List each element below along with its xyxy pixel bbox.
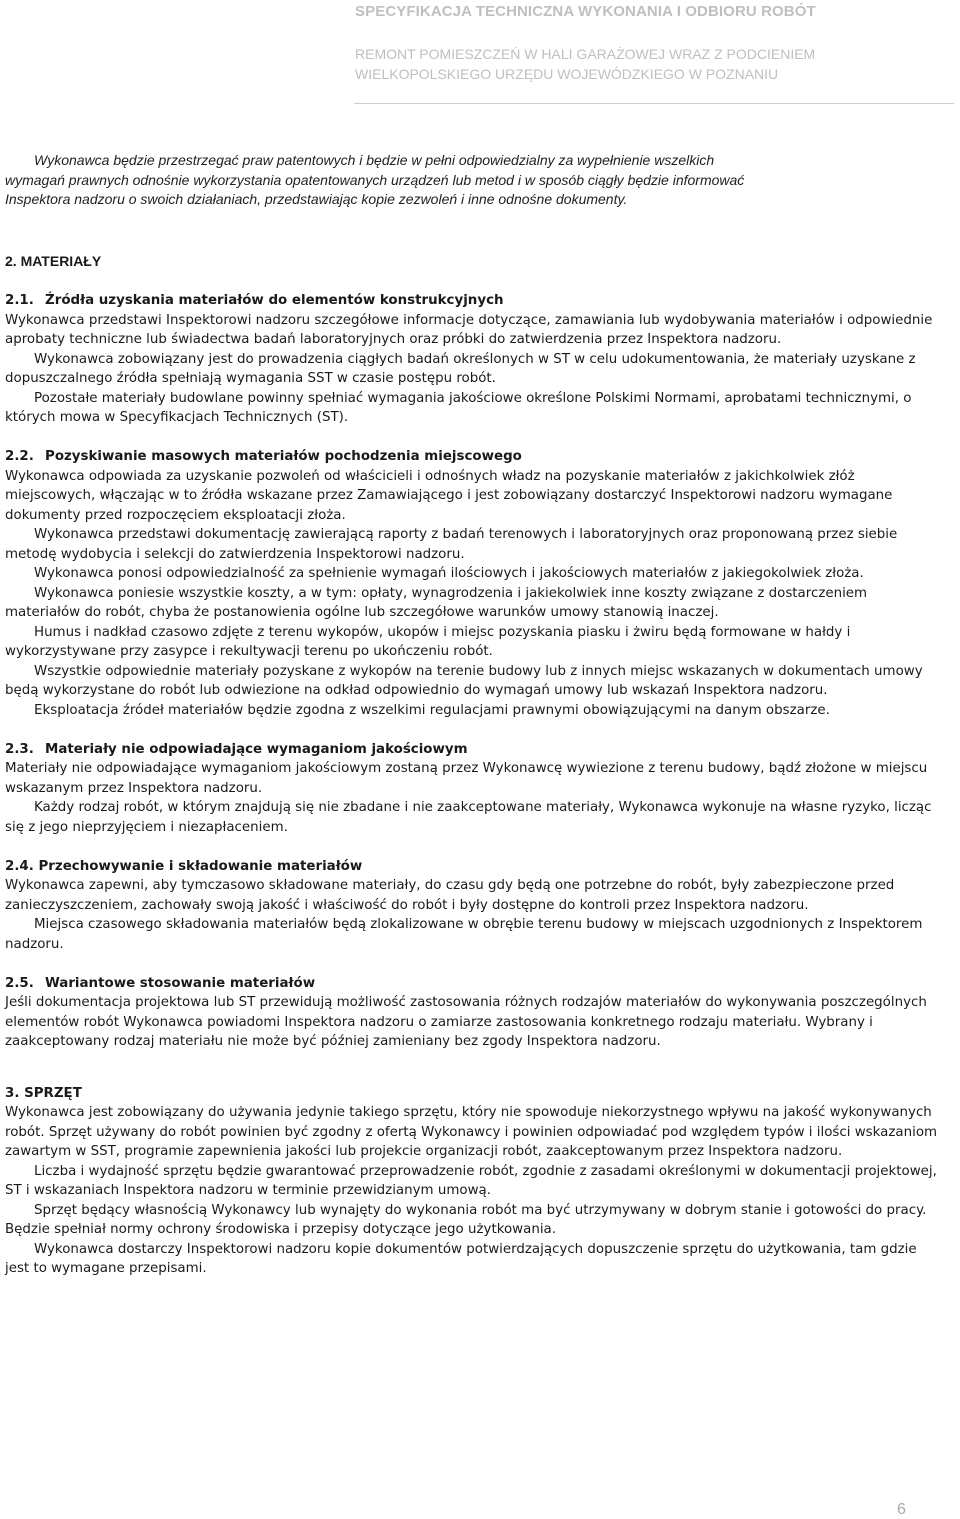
paragraph: Wykonawca ponosi odpowiedzialność za spełnienie wymagań ilościowych i jakościowych materiałów z jakiegokolwiek złoża. bbox=[34, 566, 864, 581]
paragraph: Wykonawca zapewni, aby tymczasowo składowane materiały, do czasu gdy będą one potrzebne do robót, były zabezpieczone przed zanieczyszczeniem, zachowały swoją jakość i właściwość do robót i były dostępne do kontroli przez Inspektora nadzoru. bbox=[5, 878, 895, 913]
paragraph: Wykonawca przedstawi dokumentację zawierającą raporty z badań terenowych i laboratoryjnych oraz proponowaną przez siebie metodę wydobycia i selekcji do zatwierdzenia Inspektorowi nadzoru. bbox=[5, 527, 898, 562]
paragraph: Pozostałe materiały budowlane powinny spełniać wymagania jakościowe określone Polskimi Normami, aprobatami technicznymi, o których mowa w Specyfikacjach Technicznych (ST). bbox=[5, 390, 912, 425]
paragraph: Wykonawca poniesie wszystkie koszty, a w tym: opłaty, wynagrodzenia i jakiekolwiek inne koszty związane z dostarczeniem materiałów do robót, chyba że postanowienia ogólne lub szczegółowe warunków umowy stanowią inaczej. bbox=[5, 585, 868, 620]
paragraph: Wykonawca przedstawi Inspektorowi nadzoru szczegółowe informacje dotyczące, zamawiania lub wydobywania materiałów i odpowiednie aprobaty techniczne lub świadectwa badań laboratoryjnych oraz próbki do zatwierdzenia przez Inspektora nadzoru. bbox=[5, 312, 933, 347]
intro-line-2: wymagań prawnych odnośnie wykorzystania opatentowanych urządzeń lub metod i w sposób ciągły będzie informować bbox=[5, 172, 745, 188]
paragraph: Jeśli dokumentacja projektowa lub ST przewidują możliwość zastosowania różnych rodzajów materiałów do wykonywania poszczególnych elementów robót Wykonawca powiadomi Inspektora nadzoru o zamiarze zastosowania konkretnego rodzaju materiału. Wybrany i zaakceptowany rodzaj materiału nie może być później zamieniany bez zgody Inspektora nadzoru. bbox=[5, 995, 927, 1049]
page-header bbox=[0, 0, 960, 110]
paragraph: Wykonawca dostarczy Inspektorowi nadzoru kopie dokumentów potwierdzających dopuszczenie sprzętu do użytkowania, tam gdzie jest to wymagane przepisami. bbox=[5, 1241, 917, 1276]
paragraph: Eksploatacja źródeł materiałów będzie zgodna z wszelkimi regulacjami prawnymi obowiązującymi na danym obszarze. bbox=[34, 702, 830, 718]
subsection-title: Pozyskiwanie masowych materiałów pochodzenia miejscowego bbox=[45, 449, 522, 464]
subsection-title: Przechowywanie i składowanie materiałów bbox=[38, 858, 363, 874]
paragraph: Miejsca czasowego składowania materiałów będą zlokalizowane w obrębie terenu budowy w miejscach uzgodnionych z Inspektorem nadzoru. bbox=[5, 917, 923, 952]
paragraph: Każdy rodzaj robót, w którym znajdują się nie zbadane i nie zaakceptowane materiały, Wykonawca wykonuje na własne ryzyko, licząc się z jego nieprzyjęciem i niezapłaceniem. bbox=[5, 800, 932, 835]
subsection-number: 2.2. bbox=[5, 449, 34, 464]
intro-line-3: Inspektora nadzoru o swoich działaniach, przedstawiając kopie zezwoleń i inne odnośne dokumenty. bbox=[5, 191, 628, 207]
page-number: 6 bbox=[897, 1501, 906, 1518]
subsection-number: 2.4. bbox=[5, 858, 34, 874]
paragraph: Liczba i wydajność sprzętu będzie gwarantować przeprowadzenie robót, zgodnie z zasadami określonymi w dokumentacji projektowej, ST i wskazaniach Inspektora nadzoru w terminie przewidzianym umową. bbox=[5, 1163, 937, 1198]
header-divider bbox=[354, 103, 954, 104]
section-heading-3: 3. SPRZĘT bbox=[5, 1085, 82, 1101]
subsection-number: 2.1. bbox=[5, 293, 34, 308]
paragraph: Humus i nadkład czasowo zdjęte z terenu wykopów, ukopów i miejsc pozyskania piasku i żwiru będą formowane w hałdy i wykorzystywane przy zasypce i rekultywacji terenu po ukończeniu robót. bbox=[5, 624, 851, 659]
paragraph: Materiały nie odpowiadające wymaganiom jakościowym zostaną przez Wykonawcę wywiezione z terenu budowy, bądź złożone w miejscu wskazanym przez Inspektora nadzoru. bbox=[5, 761, 928, 796]
subsection-title: Wariantowe stosowanie materiałów bbox=[45, 975, 316, 991]
subsection-heading-2-1 bbox=[5, 291, 945, 311]
paragraph: Wszystkie odpowiednie materiały pozyskane z wykopów na terenie budowy lub z innych miejsc wskazanych w dokumentach umowy będą wykorzystane do robót lub odwiezione na odkład odpowiednio do wymagań umowy lub wskazań Inspektora nadzoru. bbox=[5, 663, 923, 698]
subsection-heading-2-4 bbox=[5, 857, 945, 877]
document-subtitle-line1: REMONT POMIESZCZEŃ W HALI GARAŻOWEJ WRAZ Z PODCIENIEM bbox=[355, 46, 816, 62]
subsection-title: Materiały nie odpowiadające wymaganiom jakościowym bbox=[45, 741, 468, 757]
subsection-number: 2.5. bbox=[5, 975, 34, 991]
subsection-heading-2-3 bbox=[5, 740, 945, 760]
intro-line-1: Wykonawca będzie przestrzegać praw patentowych i będzie w pełni odpowiedzialny za wypełnienie wszelkich bbox=[34, 152, 715, 168]
paragraph: Wykonawca zobowiązany jest do prowadzenia ciągłych badań określonych w ST w celu udokumentowania, że materiały uzyskane z dopuszczalnego źródła spełniają wymagania SST w czasie postępu robót. bbox=[5, 351, 916, 386]
subsection-heading-2-5 bbox=[5, 974, 945, 994]
document-title: SPECYFIKACJA TECHNICZNA WYKONANIA I ODBIORU ROBÓT bbox=[355, 3, 816, 20]
paragraph: Wykonawca odpowiada za uzyskanie pozwoleń od właścicieli i odnośnych władz na pozyskanie materiałów z jakichkolwiek złóż miejscowych, włączając w to źródła wskazane przez Zamawiającego i jest zobowiązany dostarczyć Inspektorowi nadzoru wymagane dokumenty przed rozpoczęciem eksploatacji złoża. bbox=[5, 468, 893, 523]
paragraph: Sprzęt będący własnością Wykonawcy lub wynajęty do wykonania robót ma być utrzymywany w dobrym stanie i gotowości do pracy. Będzie spełniał normy ochrony środowiska i przepisy dotyczące jego użytkowania. bbox=[5, 1202, 927, 1237]
document-body bbox=[5, 252, 945, 1279]
subsection-title: Źródła uzyskania materiałów do elementów konstrukcyjnych bbox=[45, 293, 504, 308]
paragraph: Wykonawca jest zobowiązany do używania jedynie takiego sprzętu, który nie spowoduje niekorzystnego wpływu na jakość wykonywanych robót. Sprzęt używany do robót powinien być zgodny z ofertą Wykonawcy i powinien odpowiadać pod względem typów i ilości wskazaniom zawartym w SST, programie zapewnienia jakości lub projekcie organizacji robót, zaakceptowanym przez Inspektora nadzoru. bbox=[5, 1105, 938, 1159]
section-heading: 2. MATERIAŁY bbox=[5, 253, 102, 269]
document-subtitle-line2: WIELKOPOLSKIEGO URZĘDU WOJEWÓDZKIEGO W POZNANIU bbox=[355, 66, 779, 82]
subsection-number: 2.3. bbox=[5, 741, 34, 757]
subsection-heading-2-2 bbox=[5, 447, 945, 467]
